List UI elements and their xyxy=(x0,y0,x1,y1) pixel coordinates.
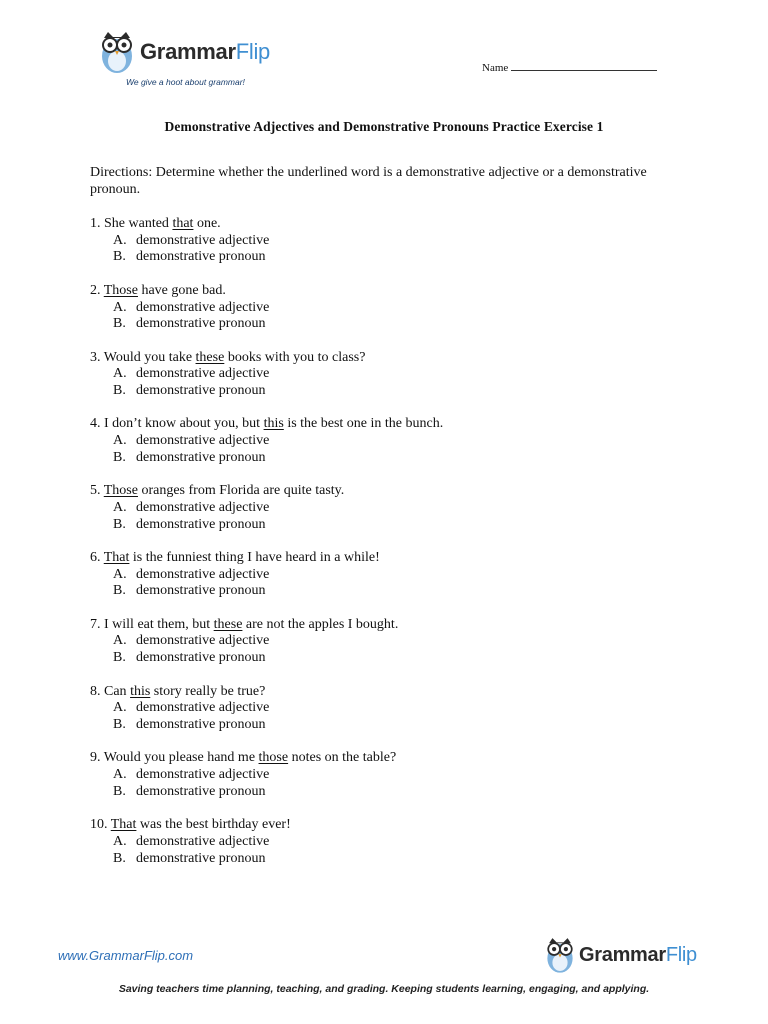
option-b[interactable] xyxy=(90,517,690,534)
question-text xyxy=(90,483,690,500)
option-letter: B. xyxy=(113,516,126,532)
question-text xyxy=(90,216,690,233)
question-suffix: one. xyxy=(193,216,221,231)
question-prefix: 7. I will eat them, but xyxy=(90,616,214,632)
option-label: demonstrative pronoun xyxy=(136,516,266,532)
question-item xyxy=(90,817,690,884)
question-text xyxy=(90,416,690,433)
question-suffix: oranges from Florida are quite tasty. xyxy=(137,483,345,499)
option-a[interactable] xyxy=(90,433,690,450)
option-label: demonstrative adjective xyxy=(136,232,270,248)
brand-name xyxy=(140,39,270,65)
option-b[interactable] xyxy=(90,784,690,801)
question-suffix: notes on the table? xyxy=(288,750,397,766)
question-suffix: story really be true? xyxy=(150,683,266,699)
option-a[interactable] xyxy=(90,834,690,851)
grammarflip-footer-logo xyxy=(544,936,697,974)
question-text xyxy=(90,817,690,834)
option-letter: A. xyxy=(113,633,127,649)
option-b[interactable] xyxy=(90,383,690,400)
option-label: demonstrative pronoun xyxy=(136,249,266,265)
question-text xyxy=(90,283,690,300)
option-label: demonstrative pronoun xyxy=(136,716,266,732)
name-blank-line[interactable] xyxy=(511,60,657,71)
brand-tagline: We give a hoot about grammar! xyxy=(126,77,245,87)
page-title: Demonstrative Adjectives and Demonstrative Pronouns Practice Exercise 1 xyxy=(164,119,604,134)
option-label: demonstrative adjective xyxy=(136,366,270,382)
question-prefix: 6. xyxy=(90,549,104,565)
option-b[interactable] xyxy=(90,450,690,467)
option-letter: B. xyxy=(113,249,126,265)
question-text xyxy=(90,550,690,567)
underlined-word: these xyxy=(213,616,243,632)
footer-brand-name-part1: Grammar xyxy=(579,943,666,966)
option-letter: A. xyxy=(113,232,127,248)
question-item xyxy=(90,283,690,350)
question-suffix: are not the apples I bought. xyxy=(242,616,399,632)
option-label: demonstrative pronoun xyxy=(136,583,266,599)
question-item xyxy=(90,216,690,283)
option-letter: B. xyxy=(113,583,126,599)
option-b[interactable] xyxy=(90,851,690,868)
question-prefix: 1. She wanted xyxy=(90,216,173,231)
option-label: demonstrative pronoun xyxy=(136,449,266,465)
option-b[interactable] xyxy=(90,650,690,667)
option-label: demonstrative adjective xyxy=(136,433,270,449)
underlined-word: this xyxy=(130,683,151,699)
question-list xyxy=(90,216,690,884)
question-prefix: 3. Would you take xyxy=(90,349,196,365)
footer-brand-name-part2: Flip xyxy=(665,943,697,966)
option-b[interactable] xyxy=(90,583,690,600)
option-label: demonstrative adjective xyxy=(136,499,270,515)
question-item xyxy=(90,750,690,817)
option-a[interactable] xyxy=(90,767,690,784)
question-suffix: is the funniest thing I have heard in a while! xyxy=(129,549,380,565)
footer-brand-name xyxy=(579,944,697,967)
question-item xyxy=(90,617,690,684)
name-label: Name xyxy=(482,62,509,74)
option-b[interactable] xyxy=(90,717,690,734)
question-prefix: 2. xyxy=(90,282,104,298)
option-letter: A. xyxy=(113,700,127,716)
question-prefix: 8. Can xyxy=(90,683,131,699)
option-letter: B. xyxy=(113,850,126,866)
option-label: demonstrative pronoun xyxy=(136,850,266,866)
underlined-word: Those xyxy=(103,282,138,298)
question-item xyxy=(90,550,690,617)
option-label: demonstrative pronoun xyxy=(136,316,266,332)
option-a[interactable] xyxy=(90,633,690,650)
question-prefix: 10. xyxy=(90,817,111,833)
option-b[interactable] xyxy=(90,316,690,333)
option-b[interactable] xyxy=(90,249,690,266)
option-label: demonstrative pronoun xyxy=(136,383,266,398)
option-label: demonstrative adjective xyxy=(136,633,270,649)
option-letter: A. xyxy=(113,366,127,382)
option-label: demonstrative adjective xyxy=(136,700,270,716)
directions-text: Directions: Determine whether the underlined word is a demonstrative adjective or a demonstrative pronoun. xyxy=(90,165,647,197)
option-label: demonstrative adjective xyxy=(136,767,270,783)
option-label: demonstrative adjective xyxy=(136,299,270,315)
footer-slogan: Saving teachers time planning, teaching, and grading. Keeping students learning, engaging, and applying. xyxy=(118,983,650,995)
underlined-word: this xyxy=(263,416,284,432)
option-letter: B. xyxy=(113,650,126,666)
question-prefix: 5. xyxy=(90,483,104,499)
question-item xyxy=(90,350,690,417)
brand-name-part1: Grammar xyxy=(140,39,236,64)
option-label: demonstrative adjective xyxy=(136,833,270,849)
grammarflip-logo xyxy=(98,30,270,74)
footer-url-link[interactable]: www.GrammarFlip.com xyxy=(58,948,194,963)
option-letter: B. xyxy=(113,316,126,332)
option-a[interactable] xyxy=(90,700,690,717)
option-a[interactable] xyxy=(90,300,690,317)
underlined-word: That xyxy=(110,817,137,833)
option-letter: B. xyxy=(113,783,126,799)
question-prefix: 4. I don’t know about you, but xyxy=(90,416,264,432)
underlined-word: these xyxy=(195,349,225,365)
question-suffix: is the best one in the bunch. xyxy=(283,416,444,432)
owl-logo-icon xyxy=(544,936,576,974)
option-label: demonstrative pronoun xyxy=(136,783,266,799)
option-letter: A. xyxy=(113,767,127,783)
option-letter: B. xyxy=(113,449,126,465)
question-suffix: have gone bad. xyxy=(137,282,226,298)
underlined-word: Those xyxy=(103,483,138,499)
question-suffix: was the best birthday ever! xyxy=(136,817,291,833)
owl-logo-icon xyxy=(98,30,136,74)
option-label: demonstrative pronoun xyxy=(136,650,266,666)
option-letter: B. xyxy=(113,383,126,398)
question-text xyxy=(90,617,690,634)
option-a[interactable] xyxy=(90,233,690,250)
option-letter: A. xyxy=(113,499,127,515)
option-letter: A. xyxy=(113,833,127,849)
question-suffix: books with you to class? xyxy=(224,349,366,365)
brand-name-part2: Flip xyxy=(235,39,270,64)
option-a[interactable] xyxy=(90,567,690,584)
question-prefix: 9. Would you please hand me xyxy=(90,750,259,766)
question-text xyxy=(90,684,690,701)
option-label: demonstrative adjective xyxy=(136,566,270,582)
underlined-word: that xyxy=(172,216,194,231)
underlined-word: those xyxy=(258,750,289,766)
option-letter: A. xyxy=(113,299,127,315)
option-a[interactable] xyxy=(90,500,690,517)
question-text xyxy=(90,750,690,767)
option-a[interactable] xyxy=(90,366,690,383)
option-letter: A. xyxy=(113,566,127,582)
question-item xyxy=(90,684,690,751)
underlined-word: That xyxy=(103,549,130,565)
question-item xyxy=(90,483,690,550)
question-text xyxy=(90,350,690,367)
name-field[interactable] xyxy=(482,60,657,74)
question-item xyxy=(90,416,690,483)
option-letter: B. xyxy=(113,716,126,732)
option-letter: A. xyxy=(113,433,127,449)
